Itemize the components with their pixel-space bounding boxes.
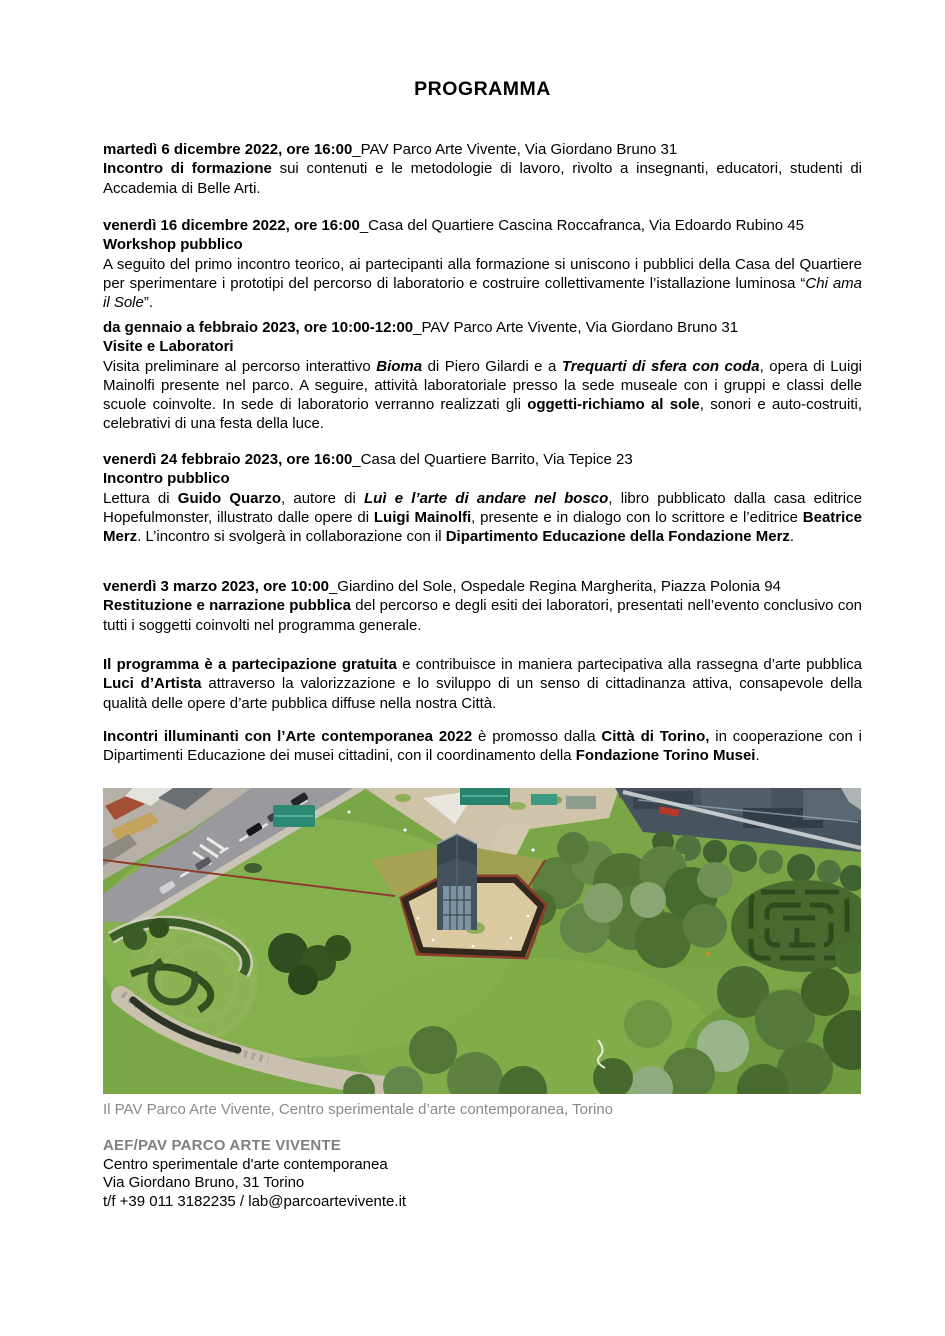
text-run: , libro pubblicato dalla casa editrice Hopefulmonster, illustrato dalle opere di — [103, 489, 862, 526]
org-contacts: t/f +39 011 3182235 / lab@parcoartevivente.it — [103, 1192, 407, 1210]
text-run: Il programma è a partecipazione gratuita — [103, 656, 397, 673]
text-run: è promosso dalla — [472, 728, 602, 745]
text-run: del percorso e degli esiti dei laboratori, presentati nell’evento conclusivo con tutti i soggetti coinvolti nel programma generale. — [103, 597, 863, 634]
text-run: Bioma — [376, 357, 423, 375]
paragraph-programma-gratuito — [103, 655, 862, 713]
text-run: venerdì 3 marzo 2023, ore 10:00 — [103, 578, 329, 595]
text-run: Incontri illuminanti con l’Arte contemporanea 2022 — [103, 728, 473, 745]
text-run: Dipartimento Educazione della Fondazione Merz — [445, 528, 790, 546]
text-run: , autore di — [281, 489, 364, 507]
contact-block — [103, 1137, 862, 1211]
text-run: Incontro pubblico — [103, 470, 230, 488]
text-run: in cooperazione con i Dipartimenti Educazione dei musei cittadini, con il coordinamento della — [103, 728, 862, 765]
paragraph-event-restituzione — [103, 577, 862, 635]
text-run: Fondazione Torino Musei — [575, 747, 756, 765]
text-run: martedì 6 dicembre 2022, ore 16:00 — [103, 141, 353, 158]
text-run: _Casa del Quartiere Barrito, Via Tepice 23 — [352, 451, 633, 468]
text-run: Incontro di formazione — [103, 160, 272, 178]
text-run: _PAV Parco Arte Vivente, Via Giordano Bruno 31 — [413, 319, 739, 336]
text-run: A seguito del primo incontro teorico, ai partecipanti alla formazione si uniscono i pubblici della Casa del Quartiere per sperimentare i prototipi del percorso di laboratorio e costruire collettivamente l’istallazione luminosa “ — [103, 255, 862, 292]
text-run: _PAV Parco Arte Vivente, Via Giordano Bruno 31 — [352, 141, 678, 158]
paragraph-event-visite-laboratori — [103, 318, 862, 434]
text-run: Guido Quarzo — [177, 489, 281, 507]
text-run: Restituzione e narrazione pubblica — [103, 597, 351, 615]
text-run: . L’incontro si svolgerà in collaborazione con il — [137, 528, 446, 546]
text-run: e contribuisce in maniera partecipativa alla rassegna d’arte pubblica — [396, 656, 862, 673]
text-run: sui contenuti e le metodologie di lavoro, rivolto a insegnanti, educatori, studenti di Accademia di Belle Arti. — [103, 160, 862, 197]
paragraph-event-incontro-pubblico — [103, 450, 862, 546]
text-run: venerdì 24 febbraio 2023, ore 16:00 — [103, 451, 353, 468]
text-run: _Casa del Quartiere Cascina Roccafranca, Via Edoardo Rubino 45 — [359, 217, 804, 234]
text-run: Luci d’Artista — [103, 675, 202, 693]
text-run: , opera di Luigi Mainolfi presente nel parco. A seguire, attività laboratoriale presso la sede museale con i gruppi e classi delle scuole coinvolte. In sede di laboratorio verranno realizzati gli — [103, 357, 863, 414]
text-run: Trequarti di sfera con coda — [561, 357, 760, 375]
text-run: . — [789, 528, 795, 546]
page-title: PROGRAMMA — [414, 78, 551, 100]
text-run: Beatrice Merz — [103, 508, 862, 546]
org-name: AEF/PAV PARCO ARTE VIVENTE — [103, 1137, 342, 1154]
text-run: venerdì 16 dicembre 2022, ore 16:00 — [103, 217, 360, 234]
text-run: , presente e in dialogo con lo scrittore e l’editrice — [471, 508, 803, 526]
park-aerial-illustration — [103, 788, 861, 1094]
text-run: Città di Torino, — [601, 728, 710, 745]
paragraph-promotori — [103, 727, 862, 766]
text-run: Visite e Laboratori — [103, 338, 234, 356]
text-run: . — [755, 747, 760, 765]
paragraph-event-workshop — [103, 216, 862, 312]
photo-caption: Il PAV Parco Arte Vivente, Centro sperimentale d’arte contemporanea, Torino — [103, 1101, 613, 1118]
text-run: Workshop pubblico — [103, 236, 243, 254]
text-run: ”. — [143, 294, 154, 312]
text-run: , sonori e auto-costruiti, celebrativi di una festa della luce. — [103, 396, 862, 433]
text-run: Luigi Mainolfi — [373, 508, 472, 526]
org-address: Via Giordano Bruno, 31 Torino — [103, 1174, 305, 1191]
park-aerial-photo — [103, 788, 861, 1094]
text-run: attraverso la valorizzazione e lo sviluppo di un senso di cittadinanza attiva, consapevole della qualità delle opere d’arte pubblica diffuse nella nostra Città. — [103, 675, 862, 712]
text-run: da gennaio a febbraio 2023, ore 10:00-12:00 — [103, 319, 414, 336]
text-run: di Piero Gilardi e a — [422, 357, 562, 375]
org-subtitle: Centro sperimentale d'arte contemporanea — [103, 1155, 388, 1173]
text-run: Luì e l’arte di andare nel bosco — [364, 489, 609, 507]
text-run: Lettura di — [103, 489, 178, 507]
paragraph-event-formazione — [103, 140, 862, 198]
text-run: Visita preliminare al percorso interattivo — [103, 357, 377, 375]
text-run: Chi ama il Sole — [103, 274, 862, 312]
text-run: _Giardino del Sole, Ospedale Regina Margherita, Piazza Polonia 94 — [328, 578, 781, 595]
text-run: oggetti-richiamo al sole — [527, 396, 700, 414]
